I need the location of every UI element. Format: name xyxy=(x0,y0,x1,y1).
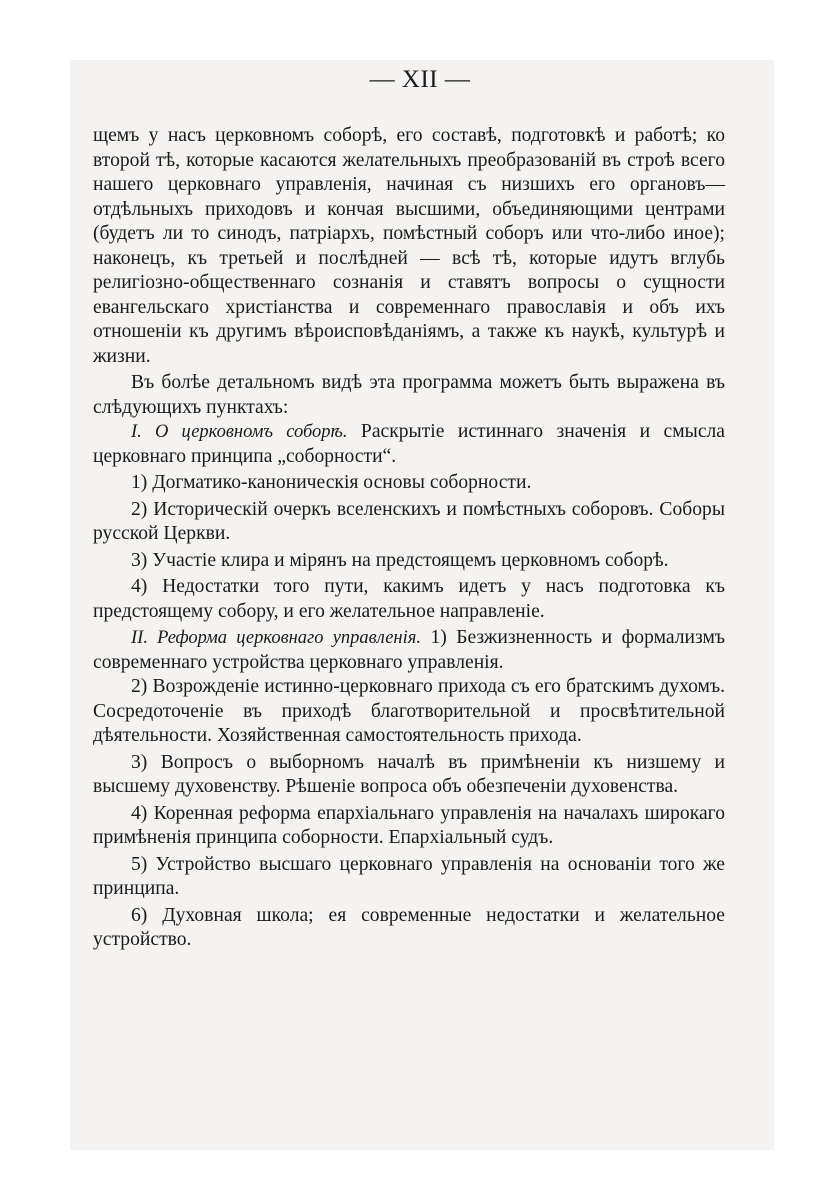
section-heading: I. О церковномъ соборѣ. xyxy=(131,422,348,442)
list-item xyxy=(93,675,725,749)
list-item xyxy=(93,802,725,851)
paragraph-text: 1) Догматико-каноническія основы соборности. xyxy=(131,472,532,493)
paragraph-text: щемъ у насъ церковномъ соборѣ, его составѣ, подготовкѣ и работѣ; ко второй тѣ, которые касаются желательныхъ преобразованій въ строѣ всего нашего церковнаго управленія, начиная съ низшихъ его органовъ—отдѣльныхъ приходовъ и кончая высшими, объединяющими центрами (будетъ ли то синодъ, патріархъ, помѣстный соборъ или что-либо иное); наконецъ, къ третьей и послѣдней — всѣ тѣ, которые идутъ вглубь религіозно-общественнаго сознанія и ставятъ вопросы о сущности евангельскаго христіанства и современнаго православія и объ ихъ отношеніи къ другимъ вѣроисповѣданіямъ, а также къ наукѣ, культурѣ и жизни. xyxy=(93,125,725,367)
paragraph-text: 1) Безжизненность и формализмъ современнаго устройства церковнаго управленія. xyxy=(93,627,725,673)
list-item xyxy=(93,904,725,953)
paragraph-text: 5) Устройство высшаго церковнаго управленія на основаніи того же принципа. xyxy=(93,853,725,899)
paragraph-text: 4) Недостатки того пути, какимъ идетъ у насъ подготовка къ предстоящему собору, и его желательное направленіе. xyxy=(93,576,725,622)
page-number-header: — XII — xyxy=(369,66,471,93)
paragraph-text: 4) Коренная реформа епархіальнаго управленія на началахъ широкаго примѣненія принципа соборности. Епархіальный судъ. xyxy=(93,802,725,848)
paragraph-text: 3) Вопросъ о выборномъ началѣ въ примѣненіи къ низшему и высшему духовенству. Рѣшеніе вопроса объ обезпеченіи духовенства. xyxy=(93,751,725,797)
paragraph xyxy=(93,371,725,420)
paragraph xyxy=(93,124,725,369)
section-paragraph xyxy=(93,420,725,469)
list-item xyxy=(93,471,725,496)
list-item xyxy=(93,751,725,800)
section-heading: II. Реформа церковнаго управленія. xyxy=(131,628,421,648)
paragraph-text: Въ болѣе детальномъ видѣ эта программа можетъ быть выражена въ слѣдующихъ пунктахъ: xyxy=(93,372,725,418)
paragraph-text: 3) Участіе клира и мірянъ на предстоящемъ церковномъ соборѣ. xyxy=(131,549,669,571)
paragraph-text: 2) Историческій очеркъ вселенскихъ и помѣстныхъ соборовъ. Соборы русской Церкви. xyxy=(93,498,725,544)
list-item xyxy=(93,575,725,624)
section-paragraph xyxy=(93,626,725,675)
list-item xyxy=(93,498,725,547)
page-body xyxy=(93,124,725,953)
list-item xyxy=(93,853,725,902)
paragraph-text: 6) Духовная школа; ея современные недостатки и желательное устройство. xyxy=(93,904,725,950)
paragraph-text: Раскрытіе истиннаго значенія и смысла церковнаго принципа „соборности“. xyxy=(93,421,725,467)
paragraph-text: 2) Возрожденіе истинно-церковнаго прихода съ его братскимъ духомъ. Сосредоточеніе въ приходѣ благотворительной и просвѣтительной дѣятельности. Хозяйственная самостоятельность прихода. xyxy=(93,676,725,746)
list-item xyxy=(93,549,725,574)
